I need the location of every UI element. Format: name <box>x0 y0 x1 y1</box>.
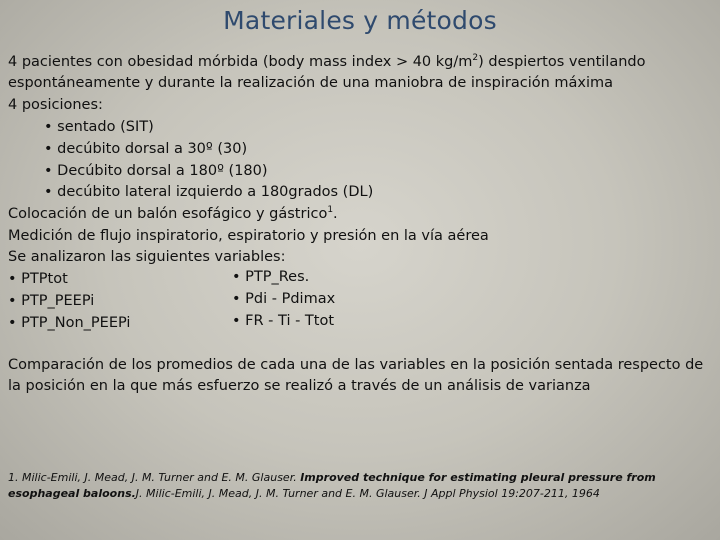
balloon-text: Colocación de un balón esofágico y gástrico <box>8 206 328 222</box>
balloon-superscript: 1 <box>327 205 334 215</box>
reference-footnote <box>8 470 708 502</box>
position-item-30: • decúbito dorsal a 30º (30) <box>44 141 248 157</box>
variable-right-3: • FR - Ti - Ttot <box>232 313 335 329</box>
variable-left-3: • PTP_Non_PEEPi <box>8 315 131 331</box>
comparison-paragraph: Comparación de los promedios de cada una de las variables en la posición sentada respecto de la posición en la que más esfuerzo se realizó a través de un análisis de varianza <box>8 357 704 394</box>
variable-right-2: • Pdi - Pdimax <box>232 291 336 307</box>
flow-line: Medición de flujo inspiratorio, espiratorio y presión en la vía aérea <box>8 228 489 244</box>
variable-right-1: • PTP_Res. <box>232 269 310 285</box>
position-item-sit: • sentado (SIT) <box>44 119 154 135</box>
position-item-dl: • decúbito lateral izquierdo a 180grados (DL) <box>44 184 374 200</box>
variable-left-1: • PTPtot <box>8 271 68 287</box>
variables-heading: Se analizaron las siguientes variables: <box>8 249 286 265</box>
reference-rest: J. Milic-Emili, J. Mead, J. M. Turner and E. M. Glauser. J Appl Physiol 19:207-211, 1964 <box>135 487 600 500</box>
balloon-line <box>8 204 338 225</box>
intro-superscript: 2 <box>472 53 479 63</box>
variable-left-2: • PTP_PEEPi <box>8 293 95 309</box>
positions-heading: 4 posiciones: <box>8 97 103 113</box>
slide-title: Materiales y métodos <box>223 6 497 35</box>
intro-line-1 <box>8 52 646 73</box>
balloon-tail: . <box>333 206 338 222</box>
intro-line-2: espontáneamente y durante la realización de una maniobra de inspiración máxima <box>8 75 614 91</box>
reference-authors: 1. Milic-Emili, J. Mead, J. M. Turner and E. M. Glauser. <box>8 471 301 484</box>
intro-line-1-text: 4 pacientes con obesidad mórbida (body mass index > 40 kg/m <box>8 54 473 70</box>
intro-line-1-tail: ) despiertos ventilando <box>478 54 646 70</box>
reference-title: Improved technique for estimating pleural pressure from esophageal baloons. <box>8 471 656 500</box>
position-item-180: • Decúbito dorsal a 180º (180) <box>44 163 268 179</box>
